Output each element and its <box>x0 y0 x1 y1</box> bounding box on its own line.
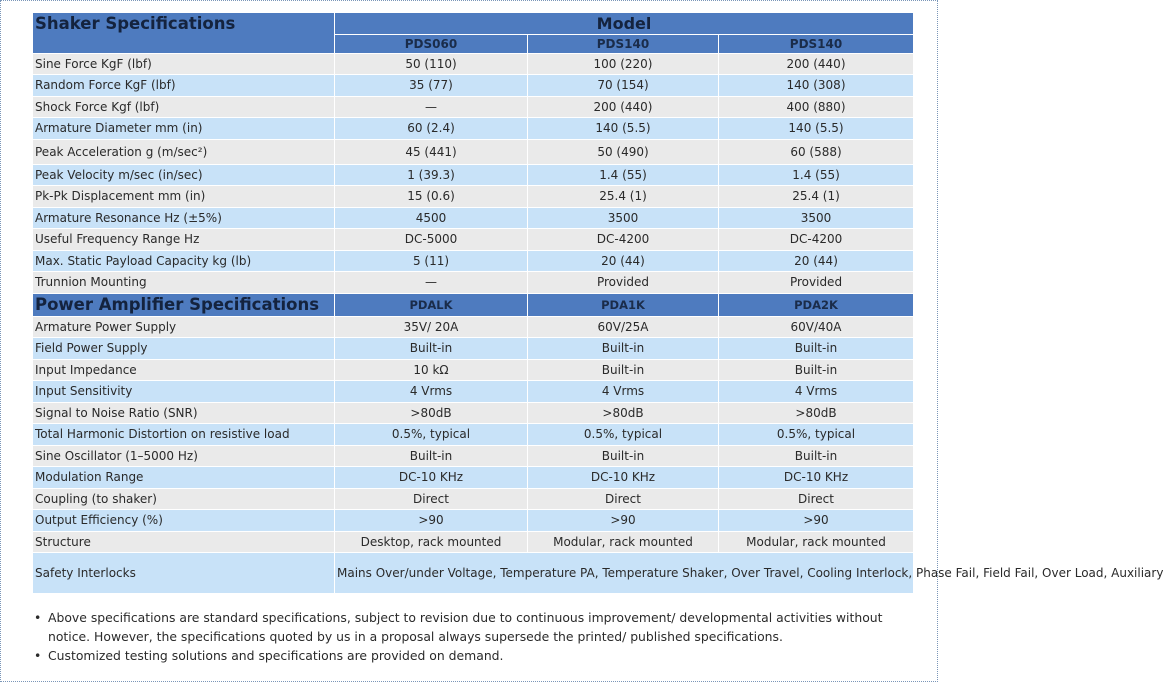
spec-value: 140 (5.5) <box>528 118 719 140</box>
spec-value: 60V/40A <box>719 316 914 338</box>
spec-value: Built-in <box>719 338 914 360</box>
spec-value: 3500 <box>719 207 914 229</box>
spec-value: DC-10 KHz <box>528 467 719 489</box>
shaker-header-row <box>33 13 914 35</box>
spec-label: Total Harmonic Distortion on resistive load <box>33 424 335 446</box>
spec-value: Direct <box>335 488 528 510</box>
model-name: PDA2K <box>719 293 914 316</box>
spec-label: Field Power Supply <box>33 338 335 360</box>
table-row <box>33 53 914 75</box>
table-row <box>33 118 914 140</box>
model-name: PDA1K <box>528 293 719 316</box>
spec-value: >80dB <box>335 402 528 424</box>
spec-value: 400 (880) <box>719 96 914 118</box>
spec-value: 25.4 (1) <box>719 186 914 208</box>
table-row <box>33 338 914 360</box>
spec-value: >80dB <box>528 402 719 424</box>
spec-value: 140 (308) <box>719 75 914 97</box>
spec-value: 70 (154) <box>528 75 719 97</box>
spec-value: 60 (2.4) <box>335 118 528 140</box>
spec-value: 0.5%, typical <box>335 424 528 446</box>
spec-value: Built-in <box>528 445 719 467</box>
bullet-icon: • <box>34 610 42 625</box>
spec-value: DC-4200 <box>528 229 719 251</box>
spec-value: 3500 <box>528 207 719 229</box>
amplifier-header-row <box>33 293 914 316</box>
table-row <box>33 229 914 251</box>
specifications-table <box>32 12 1163 594</box>
spec-value: 35V/ 20A <box>335 316 528 338</box>
spec-value: DC-5000 <box>335 229 528 251</box>
spec-label: Random Force KgF (lbf) <box>33 75 335 97</box>
table-row <box>33 467 914 489</box>
footnote <box>34 646 914 665</box>
spec-value: Built-in <box>719 445 914 467</box>
table-row <box>33 164 914 186</box>
spec-value: >90 <box>335 510 528 532</box>
spec-value: 20 (44) <box>719 250 914 272</box>
table-row <box>33 316 914 338</box>
spec-value: — <box>335 272 528 294</box>
model-name: PDS140 <box>528 34 719 53</box>
model-heading: Model <box>335 13 914 35</box>
table-row <box>33 402 914 424</box>
spec-label: Armature Power Supply <box>33 316 335 338</box>
table-row <box>33 250 914 272</box>
footnote-text: Above specifications are standard specifications, subject to revision due to continuous improvement/ developmental activities without notice. However, the specifications quoted by us in a proposal always supersede the printed/ published specifications. <box>48 610 883 644</box>
table-row <box>33 272 914 294</box>
spec-value: 140 (5.5) <box>719 118 914 140</box>
amplifier-section-title: Power Amplifier Specifications <box>33 293 335 316</box>
spec-value: Modular, rack mounted <box>528 531 719 553</box>
spec-value: 35 (77) <box>335 75 528 97</box>
spec-value: 1.4 (55) <box>719 164 914 186</box>
table-row <box>33 445 914 467</box>
spec-value: Modular, rack mounted <box>719 531 914 553</box>
table-row <box>33 424 914 446</box>
spec-value: 25.4 (1) <box>528 186 719 208</box>
spec-value: Mains Over/under Voltage, Temperature PA, Temperature Shaker, Over Travel, Cooling Interlock, Phase Fail, Field Fail, Over Load, Auxiliary <box>335 553 914 594</box>
spec-label: Sine Oscillator (1–5000 Hz) <box>33 445 335 467</box>
spec-label: Sine Force KgF (lbf) <box>33 53 335 75</box>
spec-value: 1.4 (55) <box>528 164 719 186</box>
bullet-icon: • <box>34 648 42 663</box>
spec-value: Built-in <box>528 338 719 360</box>
spec-value: 10 kΩ <box>335 359 528 381</box>
spec-label: Input Sensitivity <box>33 381 335 403</box>
spec-label: Output Efficiency (%) <box>33 510 335 532</box>
spec-label: Armature Diameter mm (in) <box>33 118 335 140</box>
spec-label: Shock Force Kgf (lbf) <box>33 96 335 118</box>
spec-value: >80dB <box>719 402 914 424</box>
spec-label: Armature Resonance Hz (±5%) <box>33 207 335 229</box>
spec-value: 60V/25A <box>528 316 719 338</box>
spec-label: Safety Interlocks <box>33 553 335 594</box>
spec-label: Useful Frequency Range Hz <box>33 229 335 251</box>
spec-value: >90 <box>528 510 719 532</box>
footnotes <box>34 608 914 665</box>
spec-value: 200 (440) <box>719 53 914 75</box>
spec-value: Built-in <box>335 338 528 360</box>
table-row <box>33 186 914 208</box>
spec-value: — <box>335 96 528 118</box>
spec-label: Signal to Noise Ratio (SNR) <box>33 402 335 424</box>
table-row <box>33 553 914 594</box>
spec-value: Built-in <box>719 359 914 381</box>
spec-value: DC-4200 <box>719 229 914 251</box>
model-name: PDS060 <box>335 34 528 53</box>
spec-value: 0.5%, typical <box>528 424 719 446</box>
spec-value: Built-in <box>528 359 719 381</box>
table-row <box>33 510 914 532</box>
spec-label: Peak Acceleration g (m/sec²) <box>33 139 335 164</box>
spec-value: >90 <box>719 510 914 532</box>
spec-value: 20 (44) <box>528 250 719 272</box>
model-name: PDALK <box>335 293 528 316</box>
spec-value: DC-10 KHz <box>719 467 914 489</box>
spec-value: 60 (588) <box>719 139 914 164</box>
spec-value: Desktop, rack mounted <box>335 531 528 553</box>
spec-value: 4 Vrms <box>719 381 914 403</box>
spec-value: 4 Vrms <box>528 381 719 403</box>
model-name: PDS140 <box>719 34 914 53</box>
spec-value: Direct <box>719 488 914 510</box>
table-row <box>33 359 914 381</box>
spec-label: Input Impedance <box>33 359 335 381</box>
spec-value: 4 Vrms <box>335 381 528 403</box>
spec-label: Coupling (to shaker) <box>33 488 335 510</box>
table-row <box>33 207 914 229</box>
spec-value: 50 (490) <box>528 139 719 164</box>
shaker-section-title: Shaker Specifications <box>33 13 335 54</box>
spec-value: 0.5%, typical <box>719 424 914 446</box>
spec-value: 50 (110) <box>335 53 528 75</box>
spec-value: Provided <box>719 272 914 294</box>
spec-value: 15 (0.6) <box>335 186 528 208</box>
spec-label: Modulation Range <box>33 467 335 489</box>
spec-value: 1 (39.3) <box>335 164 528 186</box>
table-row <box>33 488 914 510</box>
table-row <box>33 75 914 97</box>
spec-value: 45 (441) <box>335 139 528 164</box>
spec-label: Trunnion Mounting <box>33 272 335 294</box>
spec-value: 5 (11) <box>335 250 528 272</box>
spec-value: 4500 <box>335 207 528 229</box>
table-row <box>33 531 914 553</box>
spec-value: Direct <box>528 488 719 510</box>
spec-value: 200 (440) <box>528 96 719 118</box>
spec-label: Peak Velocity m/sec (in/sec) <box>33 164 335 186</box>
spec-value: 100 (220) <box>528 53 719 75</box>
footnote-text: Customized testing solutions and specifications are provided on demand. <box>48 648 504 663</box>
table-row <box>33 381 914 403</box>
spec-value: Provided <box>528 272 719 294</box>
spec-label: Max. Static Payload Capacity kg (lb) <box>33 250 335 272</box>
spec-value: Built-in <box>335 445 528 467</box>
spec-label: Structure <box>33 531 335 553</box>
spec-label: Pk-Pk Displacement mm (in) <box>33 186 335 208</box>
spec-value: DC-10 KHz <box>335 467 528 489</box>
table-row <box>33 96 914 118</box>
table-row <box>33 139 914 164</box>
footnote <box>34 608 914 646</box>
